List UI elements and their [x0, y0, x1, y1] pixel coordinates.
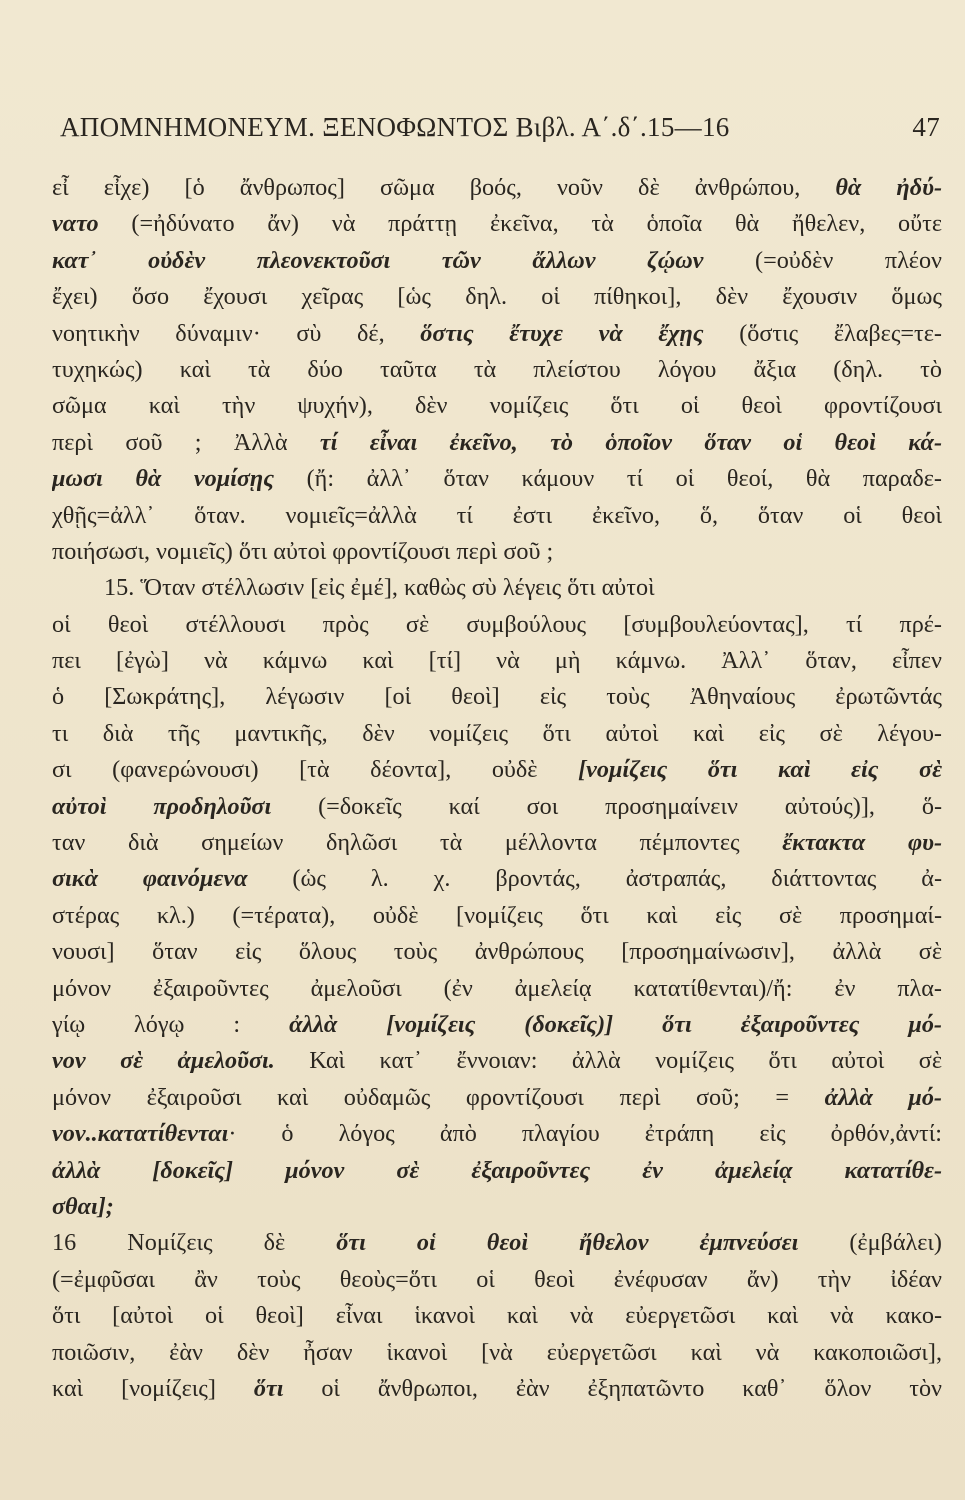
- emphasized-text: κατ᾽ οὐδὲν πλεονεκτοῦσι τῶν ἄλλων ζῴων: [52, 246, 704, 274]
- emphasized-text: νον..κατατίθενται: [52, 1120, 229, 1148]
- text-run: σῶμα καὶ τὴν ψυχήν), δὲν νομίζεις ὅτι οἱ θεοὶ φροντίζουσι: [52, 392, 942, 420]
- text-line: [52, 679, 942, 715]
- running-title: ΑΠΟΜΝΗΜΟΝΕΥΜ. ΞΕΝΟΦΩΝΤΟΣ Βιβλ. Α΄.δ΄.15—16: [60, 112, 730, 142]
- emphasized-text: θὰ ἠδύ-: [835, 174, 942, 201]
- emphasized-text: ἀλλὰ μό-: [824, 1083, 942, 1111]
- text-run: (ἤ: ἀλλ᾽ ὅταν κάμουν τί οἱ θεοί, θὰ παραδε-: [274, 465, 942, 493]
- emphasized-text: ἀλλὰ [δοκεῖς] μόνον σὲ ἐξαιροῦντες ἐν ἀμελείᾳ κατατίθε-: [52, 1156, 942, 1184]
- text-line: [52, 206, 942, 242]
- text-run: · ὁ λόγος ἀπὸ πλαγίου ἐτράπη εἰς ὀρθόν,ἀντί:: [228, 1120, 942, 1148]
- text-line: [52, 1262, 942, 1298]
- commentary-text: [52, 170, 942, 1407]
- text-line: [52, 1043, 942, 1079]
- text-line: [52, 861, 942, 897]
- text-line: [52, 1153, 942, 1189]
- text-run: τι διὰ τῆς μαντικῆς, δὲν νομίζεις ὅτι αὐτοὶ καὶ εἰς σὲ λέγου-: [52, 719, 942, 747]
- text-line: [52, 1116, 942, 1152]
- text-run: νουσι] ὅταν εἰς ὅλους τοὺς ἀνθρώπους [προσημαίνωσιν], ἀλλὰ σὲ: [52, 938, 942, 966]
- page-bottom-margin: [0, 1320, 965, 1500]
- text-line: [52, 388, 942, 424]
- emphasized-text: [νομίζεις ὅτι καὶ εἰς σὲ: [578, 756, 942, 784]
- text-run: 15. Ὅταν στέλλωσιν [εἰς ἐμέ], καθὼς σὺ λέγεις ὅτι αὐτοὶ: [104, 574, 655, 602]
- page-number: 47: [912, 112, 940, 142]
- text-line: [52, 1189, 942, 1225]
- text-run: (=οὐδὲν πλέον: [703, 246, 942, 274]
- text-line: [52, 170, 942, 206]
- emphasized-text: ὅτι: [253, 1374, 284, 1402]
- text-line: [52, 934, 942, 970]
- text-run: οἱ ἄνθρωποι, ἐὰν ἐξηπατῶντο καθ᾽ ὅλον τὸν: [283, 1374, 942, 1402]
- emphasized-text: ἔκτακτα φυ-: [782, 829, 942, 857]
- text-run: καὶ [νομίζεις]: [52, 1374, 254, 1402]
- text-line: [52, 825, 942, 861]
- text-run: (ὡς λ. χ. βροντάς, ἀστραπάς, διάττοντας ἀ-: [247, 865, 942, 893]
- text-run: (ἐμβάλει): [798, 1229, 942, 1257]
- text-line: [52, 243, 942, 279]
- text-line: [52, 789, 942, 825]
- text-line: [52, 1007, 942, 1043]
- emphasized-text: σικὰ φαινόμενα: [52, 865, 248, 893]
- text-line: [52, 316, 942, 352]
- emphasized-text: τί εἶναι ἐκεῖνο, τὸ ὁποῖον ὅταν οἱ θεοὶ κά-: [319, 428, 942, 456]
- text-line: [52, 716, 942, 752]
- text-run: Καὶ κατ᾽ ἔννοιαν: ἀλλὰ νομίζεις ὅτι αὐτοὶ σὲ: [274, 1047, 942, 1075]
- text-run: ἔχει) ὅσο ἔχουσι χεῖρας [ὡς δηλ. οἱ πίθηκοι], δὲν ἔχουσιν ὅμως: [52, 283, 942, 311]
- text-run: ποιῶσιν, ἐὰν δὲν ἦσαν ἱκανοὶ [νὰ εὐεργετῶσι καὶ νὰ κακοποιῶσι],: [52, 1338, 942, 1366]
- text-line: [52, 752, 942, 788]
- emphasized-text: αὐτοὶ προδηλοῦσι: [52, 792, 272, 820]
- text-run: ποιήσωσι, νομιεῖς) ὅτι αὐτοὶ φροντίζουσι περὶ σοῦ ;: [52, 537, 554, 565]
- text-line: [52, 425, 942, 461]
- text-run: γίῳ λόγῳ :: [52, 1010, 290, 1038]
- text-run: οἱ θεοὶ στέλλουσι πρὸς σὲ συμβούλους [συμβουλεύοντας], τί πρέ-: [52, 610, 942, 638]
- text-run: ὅτι [αὐτοὶ οἱ θεοὶ] εἶναι ἱκανοὶ καὶ νὰ εὐεργετῶσι καὶ νὰ κακο-: [52, 1302, 942, 1330]
- text-line: [52, 607, 942, 643]
- text-line: [52, 498, 942, 534]
- text-run: χθῇς=ἀλλ᾽ ὅταν. νομιεῖς=ἀλλὰ τί ἐστι ἐκεῖνο, ὅ, ὅταν οἱ θεοὶ: [52, 501, 942, 529]
- text-run: μόνον ἐξαιροῦντες ἀμελοῦσι (ἐν ἀμελείᾳ κατατίθενται)/ἤ: ἐν πλα-: [52, 974, 942, 1002]
- text-run: περὶ σοῦ ; Ἀλλὰ: [52, 428, 320, 456]
- text-run: (ὅστις ἔλαβες=τε-: [703, 319, 942, 347]
- emphasized-text: ὅτι οἱ θεοὶ ἤθελον ἐμπνεύσει: [336, 1229, 799, 1257]
- text-run: (=ἠδύνατο ἄν) νὰ πράττῃ ἐκεῖνα, τὰ ὁποῖα θὰ ἤθελεν, οὔτε: [98, 210, 942, 238]
- text-run: (=ἐμφῦσαι ἂν τοὺς θεοὺς=ὅτι οἱ θεοὶ ἐνέφυσαν ἄν) τὴν ἰδέαν: [52, 1265, 942, 1293]
- text-run: μόνον ἐξαιροῦσι καὶ οὐδαμῶς φροντίζουσι περὶ σοῦ; =: [52, 1083, 825, 1111]
- text-run: στέρας κλ.) (=τέρατα), οὐδὲ [νομίζεις ὅτι καὶ εἰς σὲ προσημαί-: [52, 901, 942, 929]
- text-run: τυχηκώς) καὶ τὰ δύο ταῦτα τὰ πλείστου λόγου ἄξια (δηλ. τὸ: [52, 355, 942, 383]
- text-line: [52, 570, 942, 606]
- text-run: ὁ [Σωκράτης], λέγωσιν [οἱ θεοὶ] εἰς τοὺς Ἀθηναίους ἐρωτῶντάς: [52, 683, 942, 711]
- emphasized-text: ὅστις ἔτυχε νὰ ἔχῃς: [420, 319, 704, 347]
- text-line: [52, 279, 942, 315]
- text-run: πει [ἐγὼ] νὰ κάμνω καὶ [τί] νὰ μὴ κάμνω. Ἀλλ᾽ ὅταν, εἶπεν: [52, 647, 942, 675]
- text-line: [52, 352, 942, 388]
- text-run: σι (φανερώνουσι) [τὰ δέοντα], οὐδὲ: [52, 756, 579, 784]
- text-run: ταν διὰ σημείων δηλῶσι τὰ μέλλοντα πέμποντες: [52, 829, 783, 857]
- emphasized-text: σθαι];: [52, 1192, 114, 1220]
- text-run: εἶ εἶχε) [ὁ ἄνθρωπος] σῶμα βοός, νοῦν δὲ ἀνθρώπου,: [52, 174, 836, 201]
- emphasized-text: νον σὲ ἀμελοῦσι.: [52, 1047, 275, 1075]
- emphasized-text: νατο: [52, 210, 99, 238]
- text-run: 16 Νομίζεις δὲ: [52, 1229, 337, 1257]
- text-line: [52, 461, 942, 497]
- text-line: [52, 1225, 942, 1261]
- running-header: [60, 112, 940, 143]
- text-run: νοητικὴν δύναμιν· σὺ δέ,: [52, 319, 421, 347]
- text-line: [52, 643, 942, 679]
- text-line: [52, 534, 942, 570]
- text-line: [52, 1080, 942, 1116]
- emphasized-text: ἀλλὰ [νομίζεις (δοκεῖς)] ὅτι ἐξαιροῦντες μό-: [289, 1010, 942, 1038]
- emphasized-text: μωσι θὰ νομίσῃς: [52, 465, 274, 493]
- text-line: [52, 971, 942, 1007]
- text-run: (=δοκεῖς καί σοι προσημαίνειν αὐτούς)], ὅ-: [271, 792, 942, 820]
- text-line: [52, 898, 942, 934]
